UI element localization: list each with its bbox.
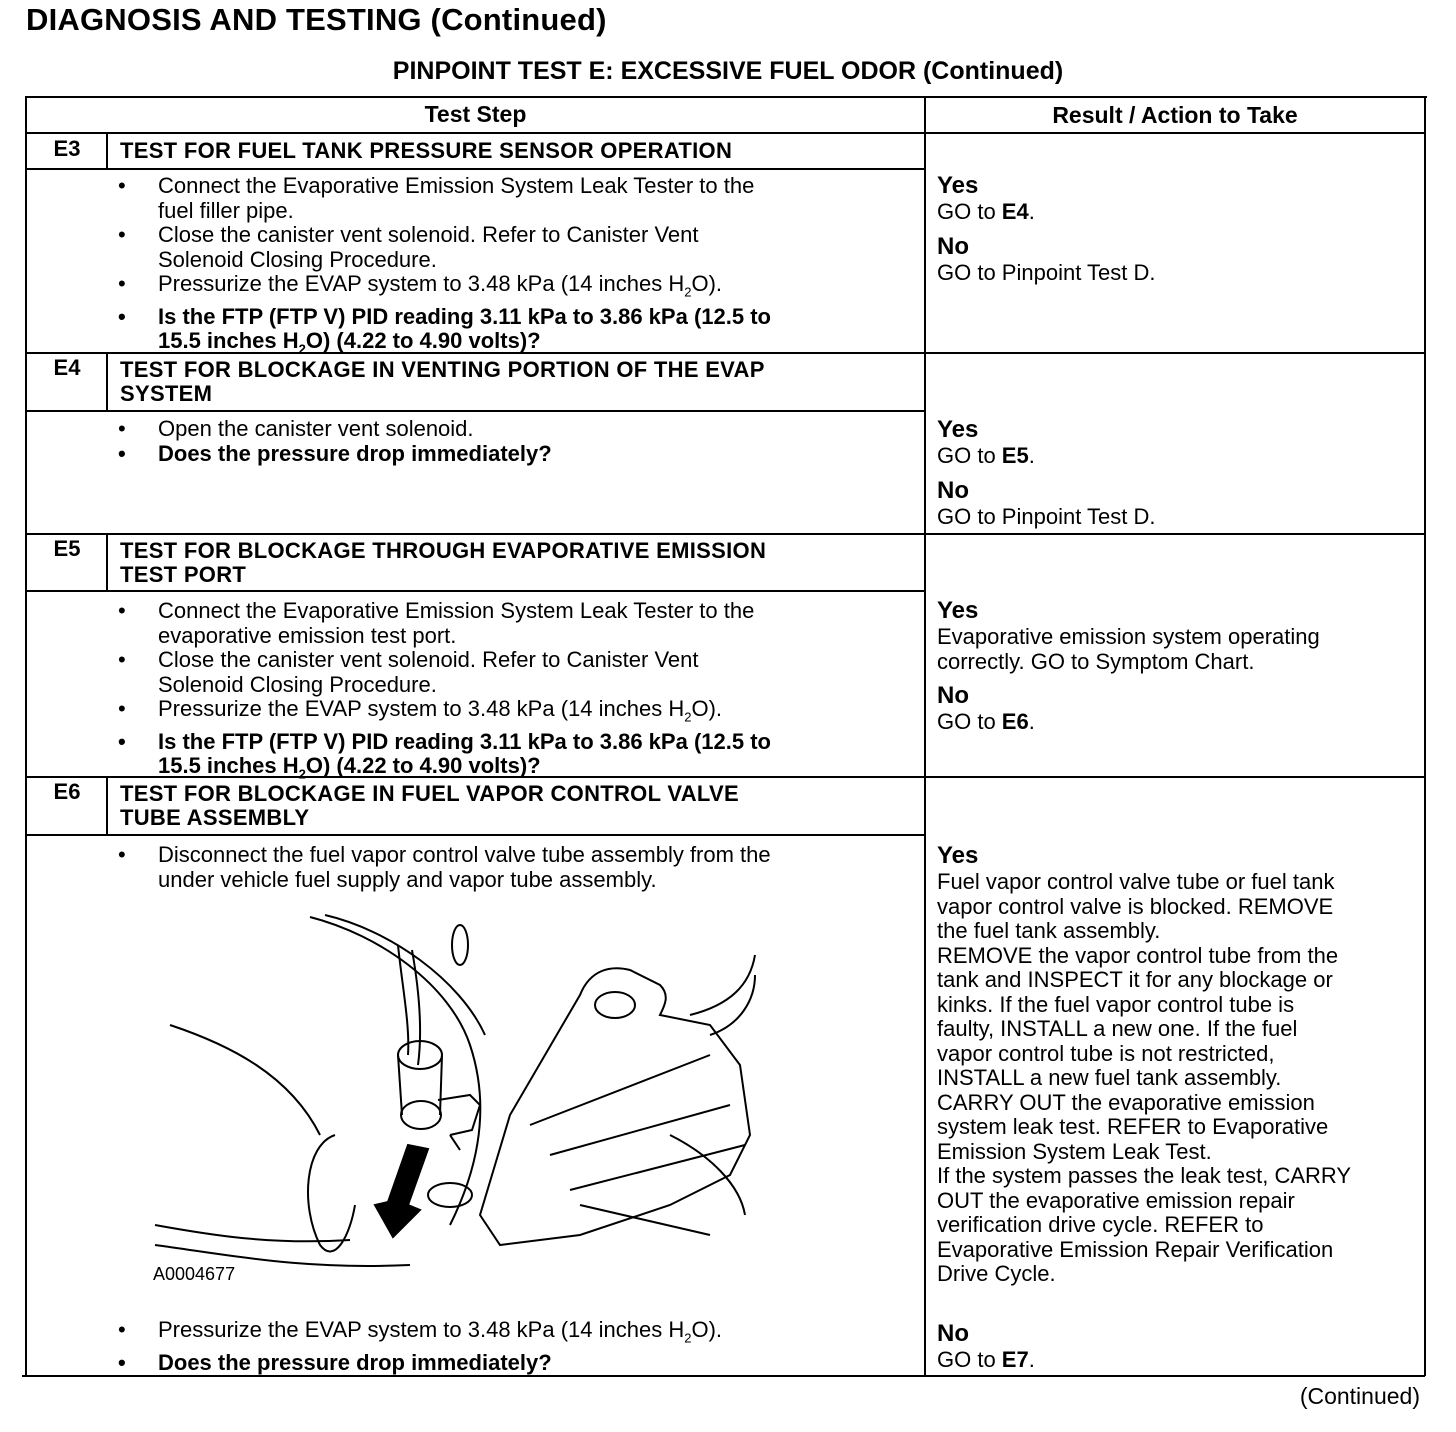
instruction-item: • Close the canister vent solenoid. Refer to Canister Vent Solenoid Closing Procedure. bbox=[118, 647, 699, 697]
yes-action-line: If the system passes the leak test, CARRY bbox=[937, 1163, 1352, 1188]
no-action: GO to Pinpoint Test D. bbox=[937, 503, 1156, 529]
step-result bbox=[937, 416, 1155, 529]
no-action: GO to E7. bbox=[937, 1347, 1035, 1372]
step-id: E5 bbox=[53, 536, 81, 561]
bullet-icon: • bbox=[118, 598, 126, 623]
yes-action-line: faulty, INSTALL a new one. If the fuel bbox=[937, 1016, 1298, 1041]
page-header: DIAGNOSIS AND TESTING (Continued) bbox=[26, 2, 607, 37]
fuel-vapor-valve-illustration bbox=[150, 905, 760, 1285]
bullet-icon: • bbox=[118, 1317, 126, 1342]
instruction-item: • Open the canister vent solenoid. bbox=[118, 416, 474, 441]
instruction-item: • Pressurize the EVAP system to 3.48 kPa (14 inches $H_2O$). bbox=[118, 696, 723, 725]
bullet-icon: • bbox=[118, 222, 126, 247]
yes-action: GO to E4. bbox=[937, 199, 1035, 224]
bullet-icon: • bbox=[118, 416, 126, 441]
yes-action-line: Fuel vapor control valve tube or fuel tank bbox=[937, 869, 1335, 894]
bullet-icon: • bbox=[118, 440, 126, 466]
step-instructions bbox=[116, 599, 771, 787]
step-title: TEST FOR BLOCKAGE IN FUEL VAPOR CONTROL VALVE TUBE ASSEMBLY bbox=[120, 781, 739, 830]
no-action: GO to E6. bbox=[937, 709, 1035, 734]
yes-action: Evaporative emission system operating correctly. GO to Symptom Chart. bbox=[937, 624, 1320, 674]
step-id: E4 bbox=[53, 355, 81, 380]
instruction-item: • Pressurize the EVAP system to 3.48 kPa (14 inches $H_2O$). bbox=[118, 271, 723, 300]
yes-action-line: Drive Cycle. bbox=[937, 1261, 1056, 1286]
step-title: TEST FOR BLOCKAGE THROUGH EVAPORATIVE EMISSION TEST PORT bbox=[120, 538, 767, 587]
step-id: E6 bbox=[53, 779, 81, 804]
no-label: No bbox=[937, 682, 969, 709]
yes-action-line: REMOVE the vapor control tube from the bbox=[937, 942, 1339, 968]
no-label: No bbox=[937, 232, 969, 260]
column-header-test-step: Test Step bbox=[424, 101, 527, 127]
yes-action-line: system leak test. REFER to Evaporative bbox=[937, 1114, 1329, 1139]
step-title: TEST FOR BLOCKAGE IN VENTING PORTION OF THE EVAP SYSTEM bbox=[120, 357, 765, 406]
instruction-item: • Connect the Evaporative Emission System Leak Tester to the evaporative emission test port. bbox=[118, 598, 755, 648]
question-item: • Is the FTP (FTP V) PID reading 3.11 kPa to 3.86 kPa (12.5 to 15.5 inches $H_2O$) (4.22 to 4.90 volts)? bbox=[118, 728, 771, 782]
question-item: • Is the FTP (FTP V) PID reading 3.11 kPa to 3.86 kPa (12.5 to 15.5 inches $H_2O$) (4.22 to 4.90 volts)? bbox=[118, 303, 771, 357]
figure-id: A0004677 bbox=[153, 1264, 236, 1284]
yes-action-line: Evaporative Emission Repair Verification bbox=[937, 1236, 1334, 1262]
yes-label: Yes bbox=[937, 842, 979, 869]
yes-label: Yes bbox=[937, 172, 979, 199]
yes-label: Yes bbox=[937, 597, 979, 624]
step-result bbox=[937, 172, 1155, 285]
bullet-icon: • bbox=[118, 728, 126, 754]
bullet-icon: • bbox=[118, 696, 126, 721]
bullet-icon: • bbox=[118, 1349, 126, 1375]
yes-action-line: tank and INSPECT it for any blockage or bbox=[937, 967, 1333, 992]
step-result bbox=[937, 842, 1351, 1287]
bullet-icon: • bbox=[118, 271, 126, 296]
step-result-no bbox=[937, 1320, 1035, 1373]
yes-action-line: INSTALL a new fuel tank assembly. bbox=[937, 1065, 1282, 1090]
yes-label: Yes bbox=[937, 416, 979, 443]
no-action: GO to Pinpoint Test D. bbox=[937, 259, 1156, 285]
step-instructions bbox=[116, 417, 552, 466]
yes-action-line: the fuel tank assembly. bbox=[937, 918, 1161, 943]
bullet-icon: • bbox=[118, 303, 126, 329]
no-label: No bbox=[937, 1320, 969, 1347]
instruction-item: • Disconnect the fuel vapor control valve tube assembly from the under vehicle fuel supply and vapor tube assembly. bbox=[118, 842, 771, 892]
instruction-item: • Connect the Evaporative Emission System Leak Tester to the fuel filler pipe. bbox=[118, 173, 755, 223]
step-instructions bbox=[116, 174, 771, 362]
instruction-item: • Pressurize the EVAP system to 3.48 kPa (14 inches $H_2O$). bbox=[118, 1317, 723, 1346]
step-title: TEST FOR FUEL TANK PRESSURE SENSOR OPERATION bbox=[120, 138, 733, 163]
pinpoint-test-title: PINPOINT TEST E: EXCESSIVE FUEL ODOR (Continued) bbox=[392, 57, 1064, 85]
column-header-result: Result / Action to Take bbox=[1052, 102, 1298, 128]
question-item: • Does the pressure drop immediately? bbox=[118, 1349, 552, 1375]
yes-action bbox=[937, 870, 1351, 1287]
yes-action-line: verification drive cycle. REFER to bbox=[937, 1212, 1264, 1237]
yes-action-line: vapor control tube is not restricted, bbox=[937, 1040, 1275, 1066]
continued-note: (Continued) bbox=[1299, 1383, 1420, 1409]
yes-action-line: Emission System Leak Test. bbox=[937, 1138, 1212, 1164]
step-id: E3 bbox=[53, 136, 81, 161]
yes-action: GO to E5. bbox=[937, 443, 1035, 468]
step-instructions bbox=[116, 1318, 722, 1375]
yes-action-line: CARRY OUT the evaporative emission bbox=[937, 1089, 1315, 1115]
bullet-icon: • bbox=[118, 173, 126, 198]
yes-action-line: vapor control valve is blocked. REMOVE bbox=[937, 893, 1334, 919]
bullet-icon: • bbox=[118, 647, 126, 672]
yes-action-line: kinks. If the fuel vapor control tube is bbox=[937, 991, 1295, 1017]
step-instructions bbox=[116, 843, 771, 892]
question-item: • Does the pressure drop immediately? bbox=[118, 440, 552, 466]
yes-action-line: OUT the evaporative emission repair bbox=[937, 1187, 1295, 1213]
no-label: No bbox=[937, 476, 969, 504]
step-result bbox=[937, 597, 1320, 735]
instruction-item: • Close the canister vent solenoid. Refer to Canister Vent Solenoid Closing Procedure. bbox=[118, 222, 699, 272]
bullet-icon: • bbox=[118, 842, 126, 867]
